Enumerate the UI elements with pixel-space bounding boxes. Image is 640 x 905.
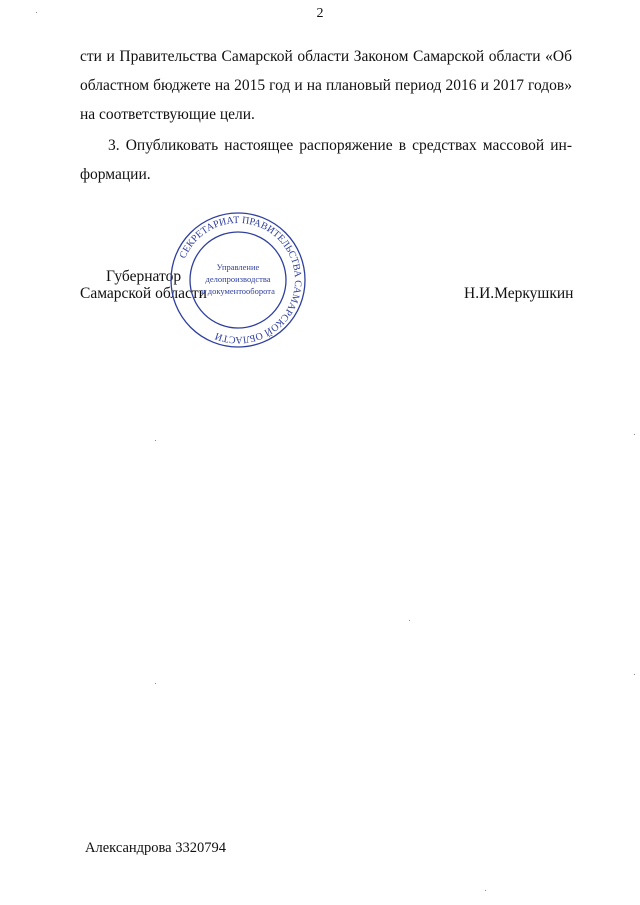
paragraph-publish (80, 131, 572, 189)
text-line: формации. (80, 166, 151, 183)
seal-outer-text: СЕКРЕТАРИАТ ПРАВИТЕЛЬСТВА САМАРСКОЙ ОБЛАСТИ (177, 214, 304, 346)
page-number: 2 (316, 6, 324, 21)
text-line: сти и Правительства Самарской области Законом Самарской области «Об (80, 48, 572, 65)
seal-inner-line: делопроизводства (205, 274, 271, 284)
signer-name: Н.И.Меркушкин (464, 285, 574, 302)
text-line: на соответствующие цели. (80, 106, 255, 123)
seal-inner-line: Управление (216, 262, 260, 272)
text-line: 3. Опубликовать настоящее распоряжение в средствах массовой ин- (108, 137, 572, 154)
paragraph-budget-law (80, 42, 572, 129)
signer-region: Самарской области (80, 285, 207, 302)
official-seal (168, 210, 308, 350)
scan-speck (36, 12, 37, 13)
scan-speck (409, 620, 410, 621)
scan-speck (155, 683, 156, 684)
seal-inner-line: и документооборота (201, 286, 275, 296)
text-line: областном бюджете на 2015 год и на плановый период 2016 и 2017 годов» (80, 77, 572, 94)
document-body (80, 42, 572, 191)
scan-speck (155, 440, 156, 441)
executor-note: Александрова 3320794 (85, 840, 226, 856)
scan-speck (634, 434, 635, 435)
signer-position: Губернатор (106, 268, 182, 285)
seal-inner-text (201, 262, 275, 296)
scan-speck (634, 674, 635, 675)
scan-speck (485, 890, 486, 891)
